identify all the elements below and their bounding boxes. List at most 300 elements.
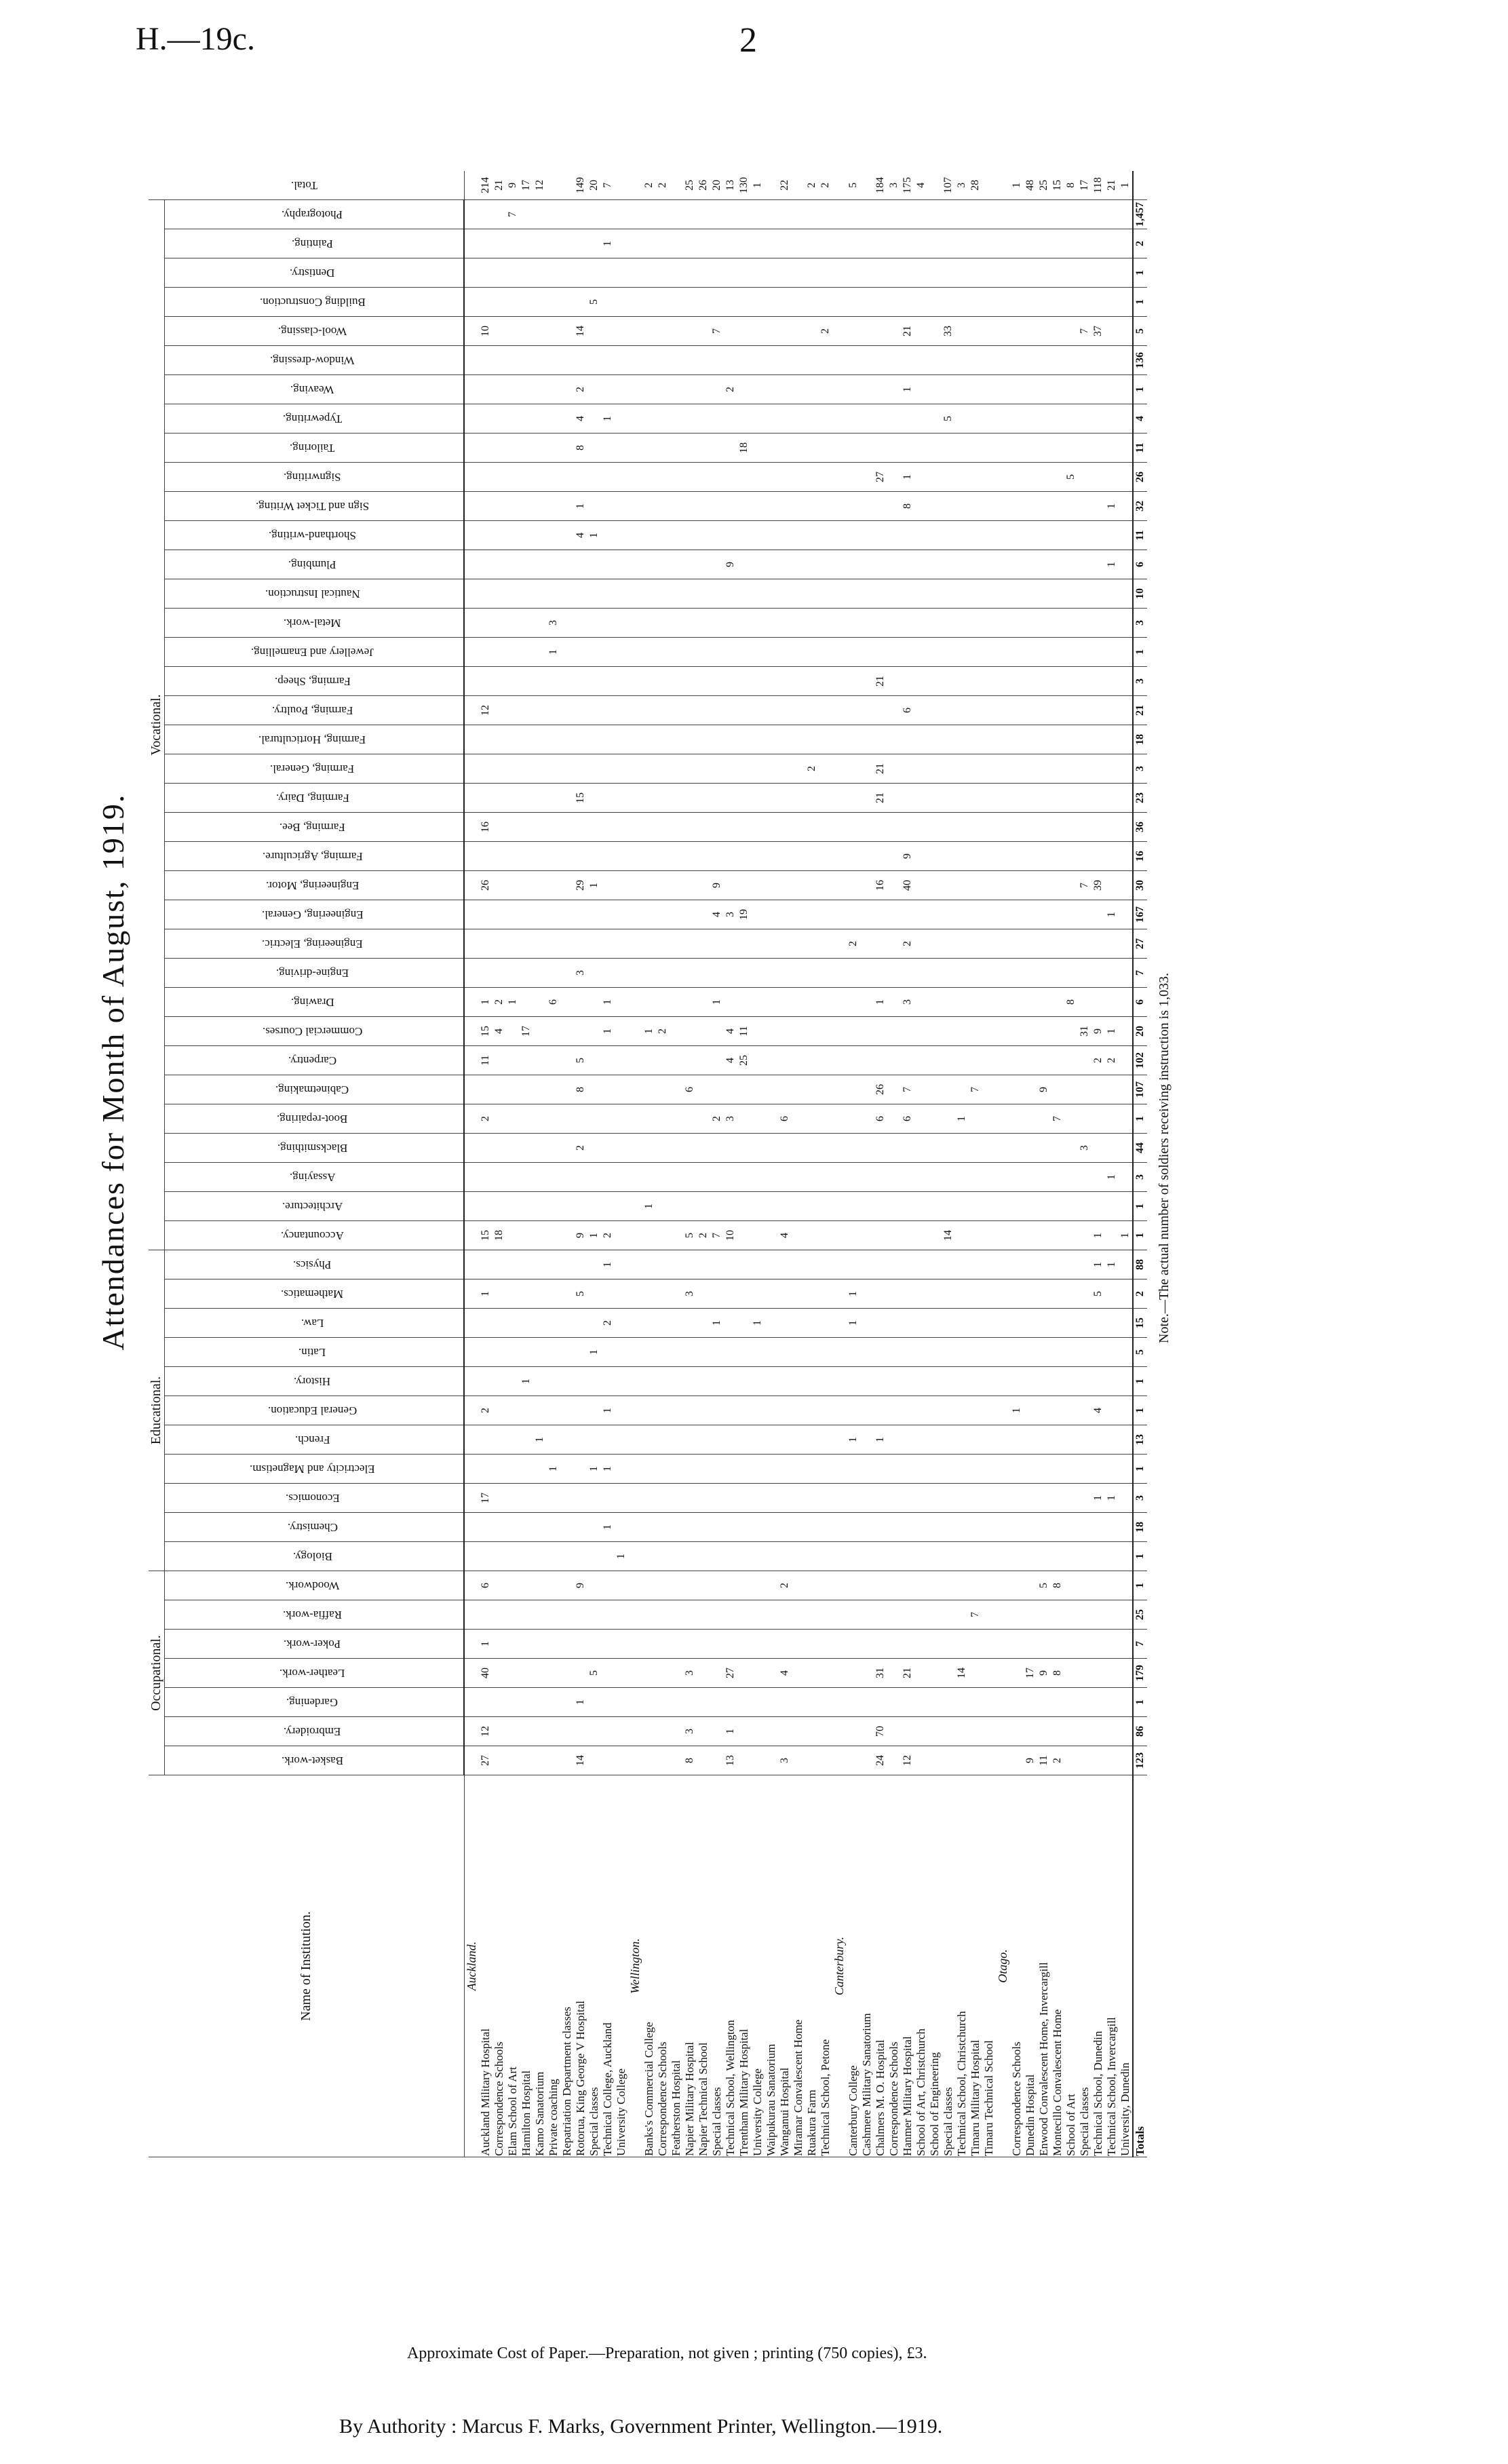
table-cell	[860, 1279, 874, 1309]
table-cell	[765, 725, 778, 754]
table-cell	[1064, 258, 1078, 288]
table-cell	[928, 1513, 942, 1542]
table-cell	[547, 346, 560, 375]
total-cell: 1	[1133, 1221, 1147, 1250]
table-cell	[560, 1542, 574, 1571]
institution-name: Special classes	[710, 1775, 724, 2157]
table-cell	[1091, 1630, 1105, 1659]
empty-cell	[464, 1250, 479, 1279]
table-row	[683, 171, 697, 2157]
total-cell: 5	[1133, 317, 1147, 346]
table-cell	[670, 1309, 683, 1338]
table-row	[914, 171, 928, 2157]
table-cell	[765, 784, 778, 813]
column-header	[165, 550, 465, 579]
table-cell	[792, 1396, 805, 1425]
table-cell	[506, 288, 520, 317]
table-cell	[697, 434, 710, 463]
institution-name: Kamo Sanatorium	[533, 1775, 547, 2157]
table-row	[1024, 171, 1037, 2157]
table-cell	[710, 1717, 724, 1746]
empty-cell	[832, 871, 847, 900]
table-cell	[533, 463, 547, 492]
table-cell	[1105, 1425, 1119, 1455]
table-cell	[1037, 725, 1051, 754]
group-educational: Educational.	[149, 1250, 165, 1571]
table-cell	[751, 317, 765, 346]
table-cell	[969, 1367, 982, 1396]
column-header-label: Engine-driving.	[275, 967, 349, 980]
table-cell	[819, 521, 832, 550]
table-cell	[587, 1017, 601, 1046]
table-cell	[560, 550, 574, 579]
table-cell	[492, 1571, 506, 1600]
table-cell	[737, 317, 751, 346]
table-cell	[901, 1017, 914, 1046]
table-cell	[1119, 725, 1133, 754]
table-cell	[1105, 463, 1119, 492]
table-cell	[792, 959, 805, 988]
table-cell	[847, 1017, 860, 1046]
table-row	[928, 171, 942, 2157]
table-cell	[1024, 784, 1037, 813]
table-cell	[1119, 550, 1133, 579]
table-cell	[547, 317, 560, 346]
table-cell	[560, 1513, 574, 1542]
table-cell	[520, 1746, 533, 1775]
table-cell	[710, 346, 724, 375]
empty-cell	[628, 1513, 642, 1542]
table-cell	[1105, 1513, 1119, 1542]
table-cell	[1078, 492, 1091, 521]
table-cell: 2	[492, 988, 506, 1017]
table-cell: 107	[942, 171, 955, 200]
table-cell	[792, 1338, 805, 1367]
table-cell	[969, 1455, 982, 1484]
table-cell	[1119, 667, 1133, 696]
table-cell	[778, 1542, 792, 1571]
table-cell	[587, 463, 601, 492]
table-cell: 1	[901, 463, 914, 492]
table-cell	[656, 696, 670, 725]
table-cell	[1024, 463, 1037, 492]
table-cell	[847, 1659, 860, 1688]
table-cell	[479, 550, 492, 579]
table-cell: 3	[1078, 1134, 1091, 1163]
table-cell	[683, 638, 697, 667]
table-cell	[670, 550, 683, 579]
table-cell	[765, 609, 778, 638]
table-cell	[533, 1134, 547, 1163]
table-cell	[982, 1075, 996, 1104]
table-cell	[805, 1075, 819, 1104]
table-cell	[1051, 1600, 1064, 1630]
empty-cell	[996, 434, 1010, 463]
table-cell	[1010, 1046, 1024, 1075]
table-cell	[656, 288, 670, 317]
table-cell	[683, 346, 697, 375]
table-cell	[697, 725, 710, 754]
table-cell	[670, 579, 683, 609]
table-cell	[792, 1367, 805, 1396]
table-cell	[1119, 1542, 1133, 1571]
table-cell	[587, 1367, 601, 1396]
table-cell	[928, 696, 942, 725]
table-cell	[533, 609, 547, 638]
table-cell	[1119, 609, 1133, 638]
table-cell	[560, 1250, 574, 1279]
table-cell	[601, 463, 615, 492]
table-cell	[1091, 346, 1105, 375]
table-cell: 3	[887, 171, 901, 200]
table-row	[751, 171, 765, 2157]
table-cell	[955, 609, 969, 638]
table-cell	[587, 346, 601, 375]
table-cell	[792, 434, 805, 463]
table-cell	[737, 725, 751, 754]
table-cell	[901, 1250, 914, 1279]
table-cell	[942, 579, 955, 609]
empty-cell	[464, 959, 479, 988]
table-cell	[792, 1279, 805, 1309]
table-cell	[710, 1279, 724, 1309]
table-cell: 1	[874, 988, 887, 1017]
table-cell	[778, 375, 792, 404]
table-cell	[928, 1192, 942, 1221]
table-cell	[982, 229, 996, 258]
table-cell	[969, 1017, 982, 1046]
table-cell	[520, 1250, 533, 1279]
table-cell	[805, 463, 819, 492]
table-cell	[1091, 725, 1105, 754]
table-cell	[765, 929, 778, 959]
table-cell	[1105, 1542, 1119, 1571]
table-cell	[697, 1600, 710, 1630]
table-cell	[560, 1688, 574, 1717]
table-cell	[710, 813, 724, 842]
table-cell	[670, 1396, 683, 1425]
institution-name: Banks's Commercial College	[642, 1775, 656, 2157]
table-cell	[724, 1513, 737, 1542]
column-header	[165, 1571, 465, 1600]
table-cell	[847, 288, 860, 317]
table-cell	[751, 1367, 765, 1396]
table-cell	[765, 550, 778, 579]
table-cell	[683, 1484, 697, 1513]
table-cell	[683, 434, 697, 463]
table-cell	[874, 1192, 887, 1221]
table-cell	[1037, 1104, 1051, 1134]
table-cell	[1119, 521, 1133, 550]
table-cell	[479, 1309, 492, 1338]
empty-cell	[628, 638, 642, 667]
column-header	[165, 492, 465, 521]
table-cell: 2	[710, 1104, 724, 1134]
table-cell	[847, 1484, 860, 1513]
empty-cell	[628, 1221, 642, 1250]
table-cell	[805, 1367, 819, 1396]
table-cell	[751, 404, 765, 434]
table-cell	[670, 900, 683, 929]
document-reference: H.—19c.	[136, 21, 255, 57]
table-row	[670, 171, 683, 2157]
table-cell	[560, 988, 574, 1017]
table-cell	[969, 258, 982, 288]
column-header-label: Poker-work.	[284, 1638, 341, 1651]
empty-cell	[628, 258, 642, 288]
table-cell	[860, 521, 874, 550]
table-cell	[792, 988, 805, 1017]
institution-name: School of Engineering	[928, 1775, 942, 2157]
table-cell	[697, 200, 710, 229]
table-cell	[724, 1688, 737, 1717]
table-cell	[574, 900, 587, 929]
table-cell	[792, 1630, 805, 1659]
table-cell	[724, 1542, 737, 1571]
group-occupational: Occupational.	[149, 1571, 165, 1775]
table-cell	[656, 1046, 670, 1075]
section-row	[832, 171, 847, 2157]
table-cell	[533, 1250, 547, 1279]
table-cell	[1051, 375, 1064, 404]
table-cell	[928, 579, 942, 609]
table-cell	[765, 638, 778, 667]
table-cell	[901, 1338, 914, 1367]
table-cell	[1024, 1134, 1037, 1163]
total-cell: 107	[1133, 1075, 1147, 1104]
table-cell	[805, 696, 819, 725]
table-cell	[751, 346, 765, 375]
table-cell	[492, 375, 506, 404]
table-cell	[792, 900, 805, 929]
table-cell	[914, 1542, 928, 1571]
table-cell	[901, 1279, 914, 1309]
table-cell	[656, 1717, 670, 1746]
table-cell	[1119, 1659, 1133, 1688]
table-cell	[778, 754, 792, 784]
table-cell	[792, 1746, 805, 1775]
table-cell	[901, 1600, 914, 1630]
table-cell	[1091, 550, 1105, 579]
table-cell	[969, 404, 982, 434]
table-cell	[1010, 434, 1024, 463]
table-cell: 12	[479, 1717, 492, 1746]
table-cell	[710, 609, 724, 638]
table-cell	[901, 579, 914, 609]
table-cell	[520, 463, 533, 492]
table-cell	[1010, 813, 1024, 842]
table-cell: 2	[778, 1571, 792, 1600]
table-cell	[683, 609, 697, 638]
table-cell	[955, 1338, 969, 1367]
empty-cell	[628, 1717, 642, 1746]
table-cell	[942, 1425, 955, 1455]
table-cell	[928, 1104, 942, 1134]
table-cell	[506, 258, 520, 288]
table-cell	[587, 1513, 601, 1542]
table-cell	[819, 959, 832, 988]
table-cell	[860, 1630, 874, 1659]
table-cell	[928, 754, 942, 784]
empty-cell	[628, 725, 642, 754]
table-cell	[601, 492, 615, 521]
table-cell	[751, 1600, 765, 1630]
table-cell	[982, 550, 996, 579]
table-cell	[479, 1688, 492, 1717]
empty-cell	[832, 492, 847, 521]
empty-cell	[832, 1221, 847, 1250]
table-cell	[1064, 667, 1078, 696]
table-cell: 21	[874, 754, 887, 784]
table-cell	[1010, 988, 1024, 1017]
table-cell	[914, 1367, 928, 1396]
table-cell: 7	[506, 200, 520, 229]
table-cell	[1091, 1425, 1105, 1455]
table-cell	[479, 959, 492, 988]
table-cell	[1078, 988, 1091, 1017]
table-cell	[955, 725, 969, 754]
column-header	[165, 871, 465, 900]
table-cell	[656, 929, 670, 959]
table-cell	[1010, 696, 1024, 725]
table-cell	[942, 1746, 955, 1775]
table-cell	[656, 1688, 670, 1717]
table-cell	[914, 404, 928, 434]
table-cell: 27	[479, 1746, 492, 1775]
table-cell	[520, 1134, 533, 1163]
table-cell	[587, 1134, 601, 1163]
table-cell	[656, 667, 670, 696]
table-cell	[805, 667, 819, 696]
table-cell	[1091, 434, 1105, 463]
column-header	[165, 1338, 465, 1367]
table-cell	[982, 900, 996, 929]
table-cell	[765, 1221, 778, 1250]
column-header-label: Jewellery and Enamelling.	[251, 646, 374, 659]
table-cell	[724, 1075, 737, 1104]
table-cell	[887, 288, 901, 317]
table-cell	[479, 258, 492, 288]
table-cell	[615, 1046, 628, 1075]
table-cell	[751, 1017, 765, 1046]
table-cell	[1078, 813, 1091, 842]
table-cell	[1051, 550, 1064, 579]
table-cell	[847, 754, 860, 784]
table-cell	[533, 579, 547, 609]
table-cell	[587, 258, 601, 288]
table-cell	[874, 1688, 887, 1717]
table-cell	[805, 1134, 819, 1163]
table-cell: 130	[737, 171, 751, 200]
table-cell	[1010, 929, 1024, 959]
empty-cell	[628, 1630, 642, 1659]
table-cell	[914, 1484, 928, 1513]
table-cell: 5	[1037, 1571, 1051, 1600]
table-cell	[574, 579, 587, 609]
table-cell	[1051, 1279, 1064, 1309]
table-cell: 8	[1064, 171, 1078, 200]
institution-name: Technical College, Auckland	[601, 1775, 615, 2157]
table-cell	[914, 1455, 928, 1484]
table-cell	[560, 1309, 574, 1338]
table-cell	[928, 1367, 942, 1396]
table-cell: 7	[710, 317, 724, 346]
table-cell	[901, 784, 914, 813]
empty-cell	[832, 929, 847, 959]
empty-cell	[628, 229, 642, 258]
table-cell	[928, 1134, 942, 1163]
table-cell	[533, 1017, 547, 1046]
empty-cell	[464, 1396, 479, 1425]
table-cell	[615, 463, 628, 492]
table-cell	[615, 1338, 628, 1367]
table-cell	[520, 638, 533, 667]
table-cell	[506, 317, 520, 346]
table-cell	[792, 638, 805, 667]
table-cell	[765, 1134, 778, 1163]
table-cell	[479, 1455, 492, 1484]
table-cell	[955, 667, 969, 696]
table-cell	[1010, 1134, 1024, 1163]
table-cell	[778, 288, 792, 317]
table-cell	[1119, 346, 1133, 375]
table-cell	[506, 959, 520, 988]
table-cell: 14	[574, 1746, 587, 1775]
table-cell	[765, 463, 778, 492]
table-cell	[560, 375, 574, 404]
table-cell	[615, 492, 628, 521]
table-cell	[697, 1192, 710, 1221]
table-cell	[914, 871, 928, 900]
table-cell	[914, 1163, 928, 1192]
table-cell	[847, 229, 860, 258]
table-cell	[710, 667, 724, 696]
table-cell	[778, 842, 792, 871]
table-cell	[874, 492, 887, 521]
table-cell	[955, 784, 969, 813]
total-header: Total.	[290, 179, 317, 192]
table-cell	[737, 1513, 751, 1542]
table-cell: 1	[1091, 1484, 1105, 1513]
table-cell	[724, 521, 737, 550]
table-cell	[874, 1017, 887, 1046]
table-cell	[901, 900, 914, 929]
table-cell: 5	[587, 288, 601, 317]
table-cell	[1119, 900, 1133, 929]
table-cell	[724, 754, 737, 784]
table-cell	[982, 871, 996, 900]
table-cell	[1105, 1075, 1119, 1104]
table-cell	[969, 900, 982, 929]
table-cell	[955, 1134, 969, 1163]
table-cell	[601, 1571, 615, 1600]
table-cell	[656, 229, 670, 258]
empty-cell	[996, 171, 1010, 200]
table-cell	[737, 696, 751, 725]
table-cell: 5	[847, 171, 860, 200]
table-cell	[860, 1746, 874, 1775]
table-cell	[1037, 1017, 1051, 1046]
table-cell: 28	[969, 171, 982, 200]
table-cell	[982, 1046, 996, 1075]
section-row	[464, 171, 479, 2157]
table-cell	[969, 521, 982, 550]
table-cell	[492, 638, 506, 667]
table-cell	[819, 1746, 832, 1775]
total-cell: 123	[1133, 1746, 1147, 1775]
table-cell	[928, 1279, 942, 1309]
table-cell	[479, 929, 492, 959]
